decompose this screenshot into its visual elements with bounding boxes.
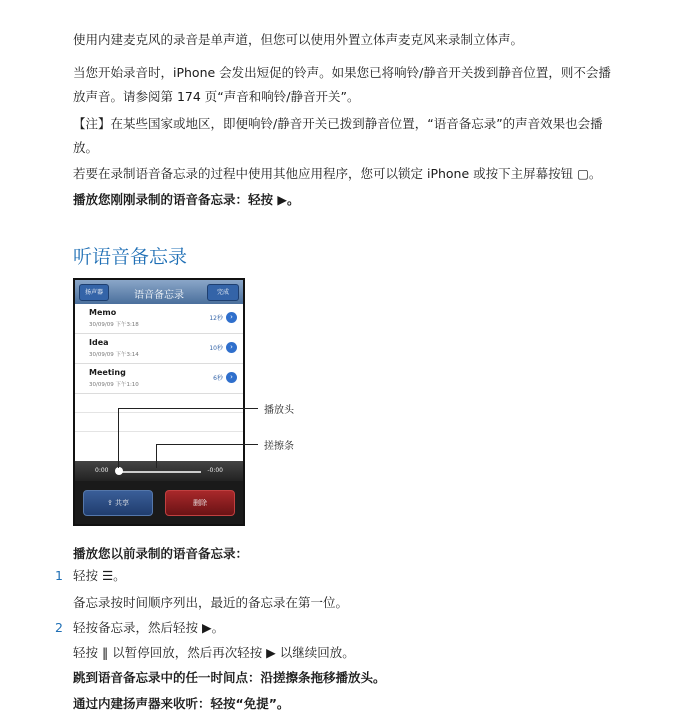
list-filler bbox=[75, 434, 243, 461]
disclosure-arrow-icon[interactable]: › bbox=[226, 342, 237, 353]
step-2: 轻按备忘录，然后轻按 ▶。 bbox=[73, 620, 225, 635]
scrubber-callout-vertical bbox=[156, 444, 157, 468]
section-heading: 听语音备忘录 bbox=[73, 246, 188, 268]
nav-title: 语音备忘录 bbox=[134, 290, 184, 301]
playhead-callout-horizontal bbox=[118, 408, 258, 409]
list-item[interactable] bbox=[75, 304, 243, 334]
play-previous-heading: 播放您以前录制的语音备忘录： bbox=[73, 546, 249, 561]
jump-instruction: 跳到语音备忘录中的任一时间点：沿搓擦条拖移播放头。 bbox=[73, 670, 386, 685]
bottom-toolbar bbox=[75, 481, 243, 524]
memo-date: 30/09/09 下午1:10 bbox=[89, 382, 139, 388]
scrubber-label: 搓擦条 bbox=[264, 441, 294, 452]
scrubber-track[interactable] bbox=[117, 471, 201, 473]
scrubber-bar[interactable] bbox=[75, 461, 243, 481]
list-item[interactable] bbox=[75, 364, 243, 394]
delete-button[interactable]: 删除 bbox=[165, 490, 235, 516]
memo-duration: 12秒 bbox=[209, 315, 223, 322]
step-1-note: 备忘录按时间顺序列出，最近的备忘录在第一位。 bbox=[73, 595, 349, 610]
step-number: 2 bbox=[55, 620, 63, 635]
speaker-button[interactable]: 扬声器 bbox=[79, 284, 109, 301]
done-button[interactable]: 完成 bbox=[207, 284, 239, 301]
empty-row bbox=[75, 413, 243, 432]
remaining-time: -0:00 bbox=[207, 467, 223, 474]
step-1: 轻按 ☰。 bbox=[73, 568, 126, 583]
memo-duration: 10秒 bbox=[209, 345, 223, 352]
share-button[interactable] bbox=[83, 490, 153, 516]
share-icon: ⇪ bbox=[106, 499, 116, 507]
empty-row bbox=[75, 394, 243, 413]
elapsed-time: 0:00 bbox=[95, 467, 109, 474]
memo-date: 30/09/09 下午3:14 bbox=[89, 352, 139, 358]
nav-bar bbox=[75, 280, 243, 304]
list-item[interactable] bbox=[75, 334, 243, 364]
memo-duration: 6秒 bbox=[213, 375, 223, 382]
memo-name: Idea bbox=[89, 338, 109, 347]
pause-instruction: 轻按 ‖ 以暂停回放，然后再次轻按 ▶ 以继续回放。 bbox=[73, 645, 355, 660]
note-paragraph: 【注】在某些国家或地区，即便响铃/静音开关已拨到静音位置，“语音备忘录”的声音效果也会播放。 bbox=[73, 116, 603, 155]
step-number: 1 bbox=[55, 568, 63, 583]
disclosure-arrow-icon[interactable]: › bbox=[226, 372, 237, 383]
playhead-label: 播放头 bbox=[264, 405, 294, 416]
memo-name: Meeting bbox=[89, 368, 126, 377]
share-label: 共享 bbox=[115, 499, 130, 507]
playhead-callout-vertical bbox=[118, 408, 119, 468]
para-mono-recording: 使用内建麦克风的录音是单声道，但您可以使用外置立体声麦克风来录制立体声。 bbox=[73, 32, 524, 47]
memo-date: 30/09/09 下午3:18 bbox=[89, 322, 139, 328]
disclosure-arrow-icon[interactable]: › bbox=[226, 312, 237, 323]
para-recording-sound: 当您开始录音时，iPhone 会发出短促的铃声。如果您已将响铃/静音开关拨到静音位置，则不会播放声音。请参阅第 174 页“声音和响铃/静音开关”。 bbox=[73, 65, 611, 104]
play-recent-instruction: 播放您刚刚录制的语音备忘录：轻按 ▶。 bbox=[73, 192, 300, 207]
memo-list bbox=[75, 304, 243, 434]
para-lock-phone: 若要在录制语音备忘录的过程中使用其他应用程序，您可以锁定 iPhone 或按下主屏幕按钮 ▢。 bbox=[73, 166, 602, 181]
speaker-instruction: 通过内建扬声器来收听：轻按“免提”。 bbox=[73, 696, 290, 711]
iphone-screenshot bbox=[73, 278, 245, 526]
scrubber-callout-horizontal bbox=[156, 444, 258, 445]
memo-name: Memo bbox=[89, 308, 117, 317]
playhead-knob[interactable] bbox=[115, 467, 123, 475]
